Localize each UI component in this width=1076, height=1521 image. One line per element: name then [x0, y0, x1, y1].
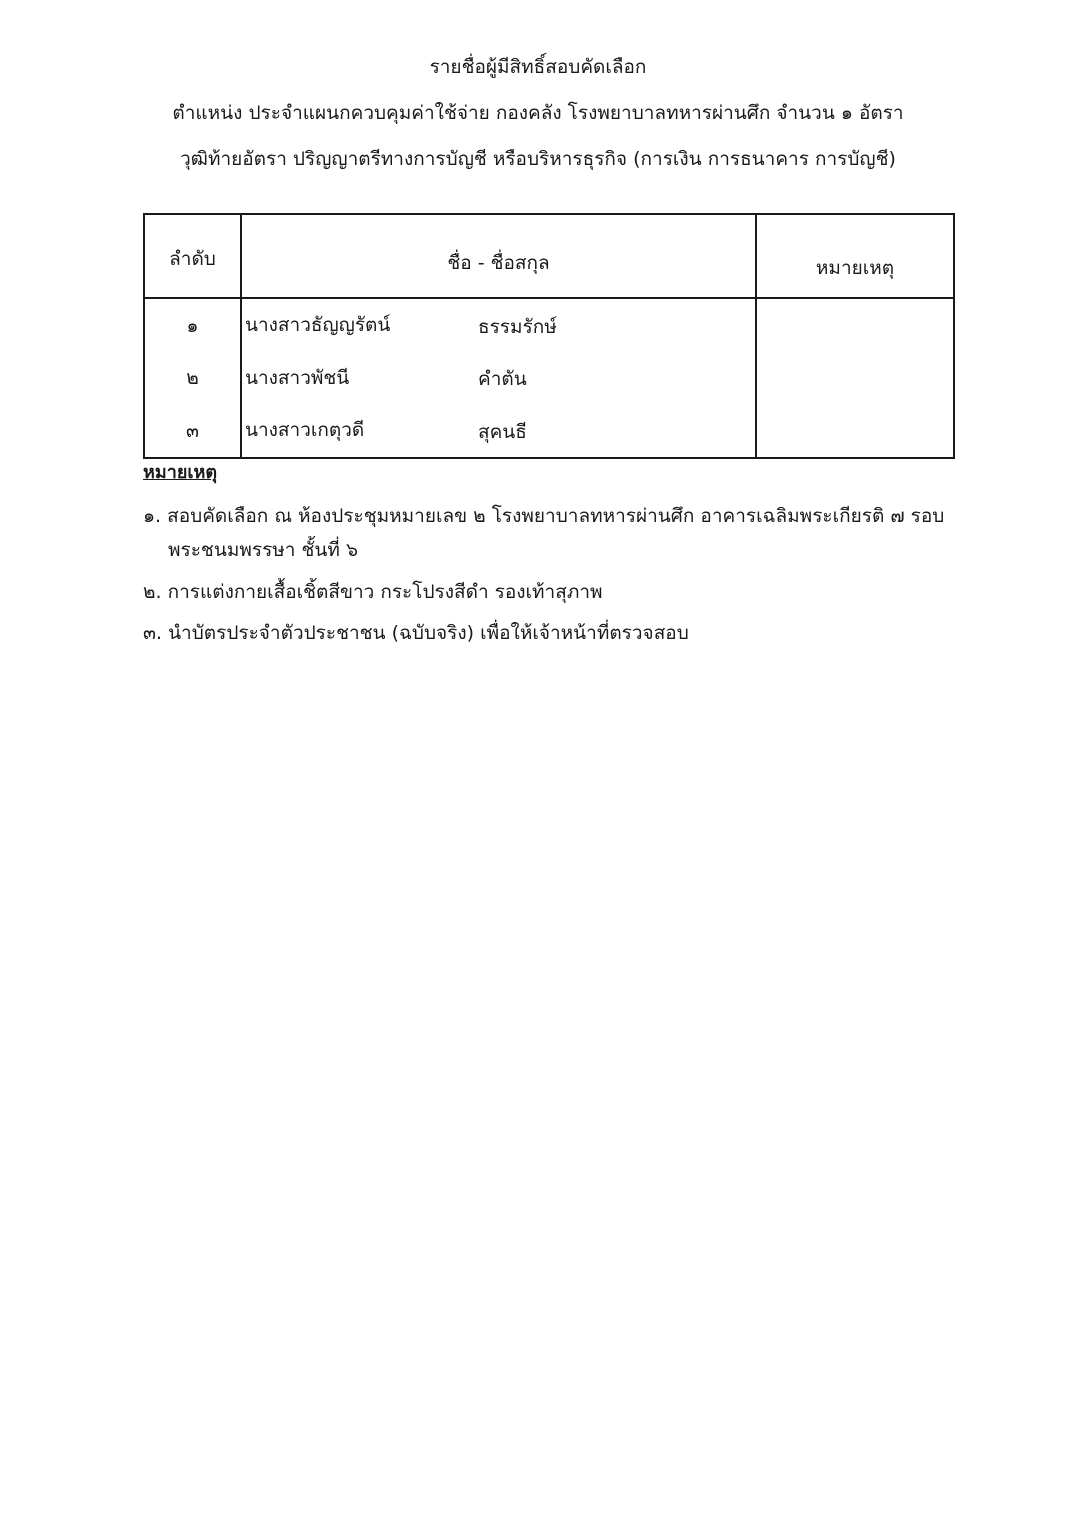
- document-title: รายชื่อผู้มีสิทธิ์สอบคัดเลือก: [429, 56, 647, 78]
- row-2-first-name: นางสาวพัชนี: [245, 367, 350, 389]
- header-remark: หมายเหตุ: [815, 257, 895, 279]
- position-line: ตำแหน่ง ประจำแผนกควบคุมค่าใช้จ่าย กองคลัง โรงพยาบาลทหารผ่านศึก จำนวน ๑ อัตรา: [172, 102, 904, 124]
- header-name: ชื่อ - ชื่อสกุล: [447, 252, 550, 274]
- header-order: ลำดับ: [169, 248, 216, 270]
- row-1-last-name: ธรรมรักษ์: [478, 316, 557, 338]
- row-2-order: ๒: [186, 367, 199, 389]
- note-2: ๒. การแต่งกายเสื้อเชิ้ตสีขาว กระโปรงสีดำ รองเท้าสุภาพ: [143, 581, 603, 603]
- notes-heading: หมายเหตุ: [143, 462, 218, 483]
- note-1-line-2: พระชนมพรรษา ชั้นที่ ๖: [168, 539, 359, 561]
- qualification-line: วุฒิท้ายอัตรา ปริญญาตรีทางการบัญชี หรือบริหารธุรกิจ (การเงิน การธนาคาร การบัญชี): [180, 148, 896, 170]
- row-3-first-name: นางสาวเกตุวดี: [245, 419, 365, 441]
- row-1-first-name: นางสาวธัญญรัตน์: [245, 314, 391, 336]
- row-3-order: ๓: [186, 420, 199, 442]
- candidate-table: [143, 213, 955, 459]
- row-3-last-name: สุคนธี: [478, 421, 527, 443]
- table-header-divider: [145, 297, 953, 299]
- table-divider-remark: [755, 215, 757, 457]
- row-2-last-name: คำตัน: [478, 368, 527, 390]
- note-3: ๓. นำบัตรประจำตัวประชาชน (ฉบับจริง) เพื่อให้เจ้าหน้าที่ตรวจสอบ: [143, 622, 689, 644]
- note-1-line-1: ๑. สอบคัดเลือก ณ ห้องประชุมหมายเลข ๒ โรงพยาบาลทหารผ่านศึก อาคารเฉลิมพระเกียรติ ๗ รอบ: [143, 505, 945, 527]
- row-1-order: ๑: [186, 315, 199, 337]
